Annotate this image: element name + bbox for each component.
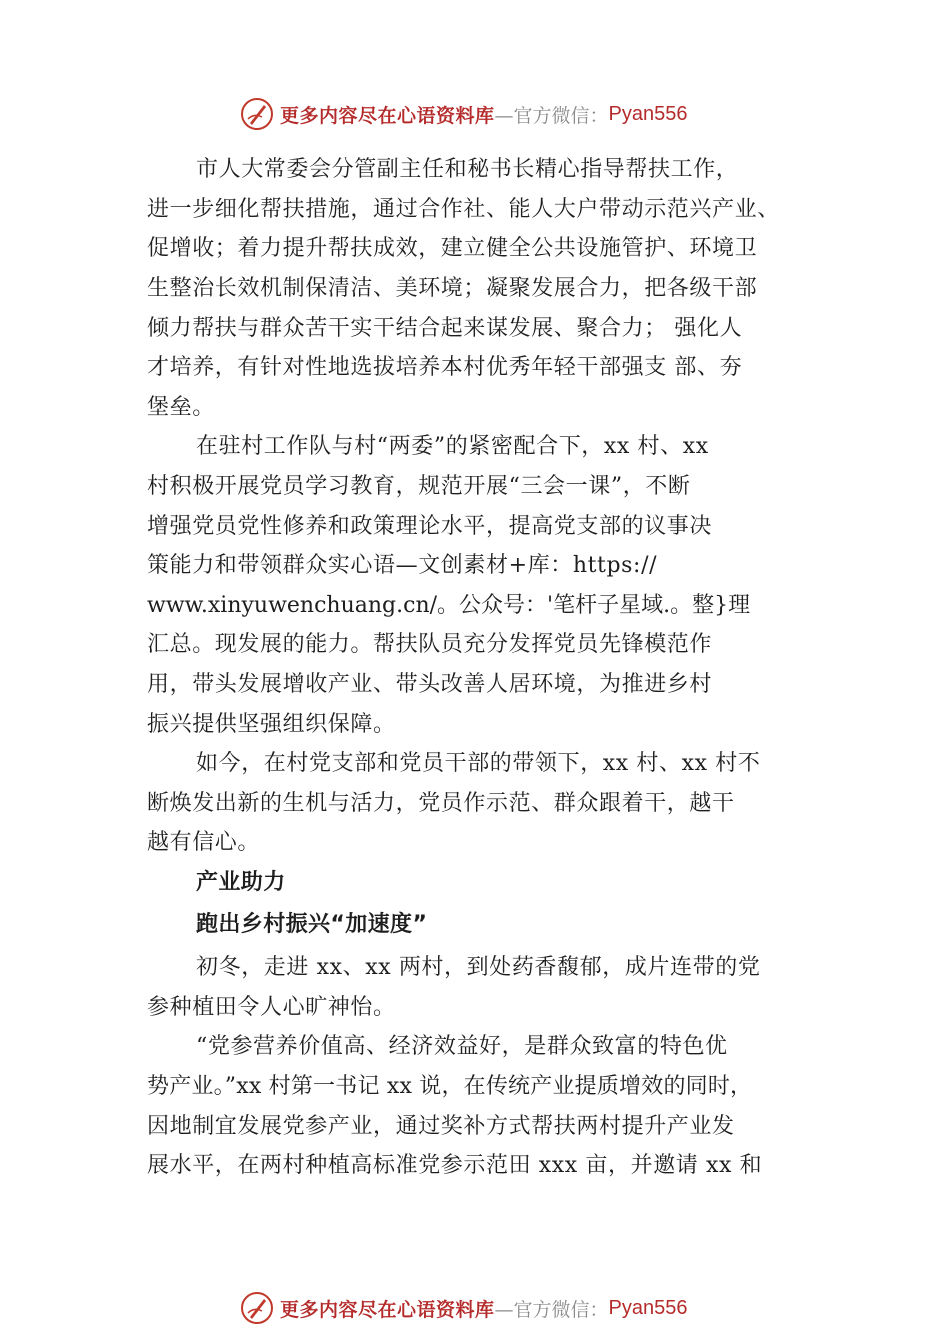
quill-logo-icon	[240, 97, 274, 131]
header-watermark-banner	[240, 96, 688, 132]
body-line: 参种植田令人心旷神怡。	[147, 995, 396, 1020]
banner-wechat-label: —官方微信：	[494, 1298, 609, 1321]
body-line: 生整治长效机制保清洁、美环境；凝聚发展合力，把各级干部	[147, 276, 758, 301]
body-line: 在驻村工作队与村“两委”的紧密配合下，xx 村、xx	[196, 434, 709, 459]
quill-logo-icon	[240, 1291, 274, 1325]
body-line: 堡垒。	[147, 395, 215, 420]
body-line: 展水平，在两村种植高标准党参示范田 xxx 亩，并邀请 xx 和	[147, 1153, 763, 1178]
body-line: 汇总。现发展的能力。帮扶队员充分发挥党员先锋模范作	[147, 632, 713, 657]
body-line: 如今，在村党支部和党员干部的带领下，xx 村、xx 村不	[196, 751, 761, 776]
section-heading: 产业助力	[196, 870, 286, 895]
body-line: 村积极开展党员学习教育，规范开展“三会一课”，不断	[147, 474, 691, 499]
banner-wechat-label: —官方微信：	[494, 104, 609, 127]
banner-wechat-id: Pyan556	[608, 1296, 688, 1319]
body-line: 促增收；着力提升帮扶成效，建立健全公共设施管护、环境卫	[147, 236, 758, 261]
body-line: 越有信心。	[147, 830, 261, 855]
body-line: 振兴提供坚强组织保障。	[147, 712, 396, 737]
body-line: 进一步细化帮扶措施，通过合作社、能人大户带动示范兴产业、	[147, 197, 780, 222]
body-line: 初冬，走进 xx、xx 两村，到处药香馥郁，成片连带的党	[196, 955, 761, 980]
body-line: 因地制宜发展党参产业，通过奖补方式帮扶两村提升产业发	[147, 1114, 735, 1139]
footer-watermark-banner	[240, 1290, 688, 1326]
body-line: 势产业。”xx 村第一书记 xx 说，在传统产业提质增效的同时，	[147, 1074, 753, 1099]
banner-wechat-id: Pyan556	[608, 102, 688, 125]
body-line: 才培养，有针对性地选拔培养本村优秀年轻干部强支 部、夯	[147, 355, 743, 380]
body-line: 倾力帮扶与群众苦干实干结合起来谋发展、聚合力； 强化人	[147, 316, 743, 341]
body-line: 断焕发出新的生机与活力，党员作示范、群众跟着干，越干	[147, 791, 735, 816]
body-line: 市人大常委会分管副主任和秘书长精心指导帮扶工作，	[196, 157, 739, 182]
body-line: 策能力和带领群众实心语—文创素材+库：https://	[147, 553, 658, 578]
body-line: www.xinyuwenchuang.cn/。公众号：'笔杆子星域.。整}理	[147, 593, 751, 618]
banner-library-text: 更多内容尽在心语资料库	[280, 104, 495, 127]
body-line: 用，带头发展增收产业、带头改善人居环境，为推进乡村	[147, 672, 713, 697]
body-line: “党参营养价值高、经济效益好，是群众致富的特色优	[196, 1034, 728, 1059]
body-line: 增强党员党性修养和政策理论水平，提高党支部的议事决	[147, 514, 713, 539]
banner-library-text: 更多内容尽在心语资料库	[280, 1298, 495, 1321]
section-subheading: 跑出乡村振兴“加速度”	[196, 912, 428, 937]
